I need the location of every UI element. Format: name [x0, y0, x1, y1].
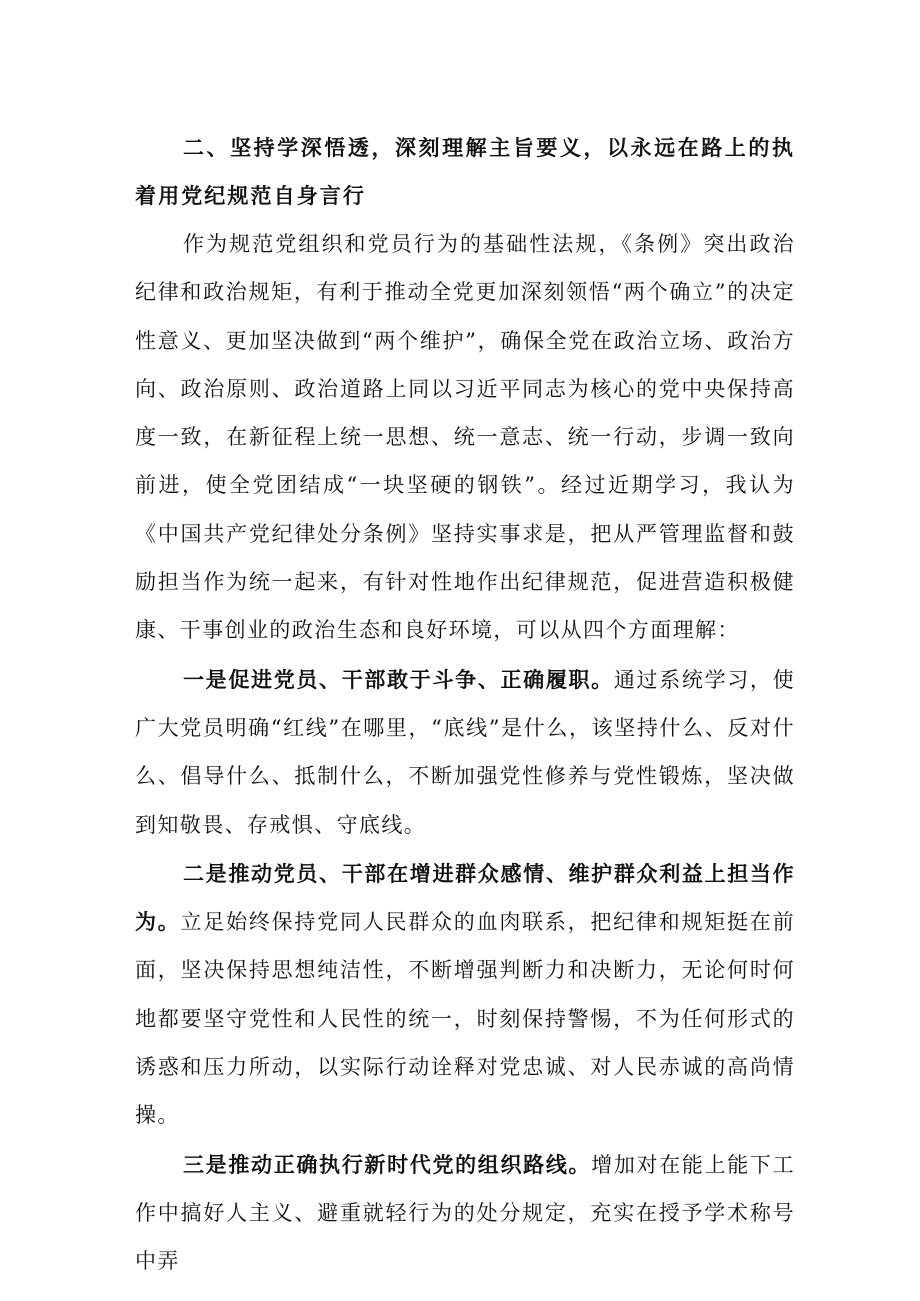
paragraph-text: 作为规范党组织和党员行为的基础性法规，《条例》突出政治纪律和政治规矩，有利于推动全党更加深刻领悟“两个确立”的决定性意义、更加坚决做到“两个维护”，确保全党在政治立场、政治方向、政治原则、政治道路上同以习近平同志为核心的党中央保持高度一致，在新征程上统一思想、统一意志、统一行动，步调一致向前进，使全党团结成“一块坚硬的钢铁”。经过近期学习，我认为《中国共产党纪律处分条例》坚持实事求是，把从严管理监督和鼓励担当作为统一起来，有针对性地作出纪律规范，促进营造积极健康、干事创业的政治生态和良好环境，可以从四个方面理解：: [135, 232, 795, 643]
paragraph-text: 通过系统学习，使广大党员明确“红线”在哪里，“底线”是什么，该坚持什么、反对什么、倡导什么、抵制什么，不断加强党性修养与党性锻炼，坚决做到知敬畏、存戒惧、守底线。: [135, 667, 795, 837]
paragraph-intro: [135, 220, 795, 655]
paragraph-text: 立足始终保持党同人民群众的血肉联系，把纪律和规矩挺在前面，坚决保持思想纯洁性，不断增强判断力和决断力，无论何时何地都要坚守党性和人民性的统一，时刻保持警惕，不为任何形式的诱惑和压力所动，以实际行动诠释对党忠诚、对人民赤诚的高尚情操。: [135, 910, 795, 1128]
document-body: [135, 124, 795, 1286]
paragraph-text: 增加对在能上能下工作中搞好人主义、避重就轻行为的处分规定，充实在授予学术称号中弄: [135, 1152, 795, 1274]
paragraph-lead: 二是推动党员、干部在增进群众感情、维护群众利益上担当作为。: [135, 860, 795, 935]
paragraph-point-two: [135, 850, 795, 1140]
section-heading: 二、坚持学深悟透，深刻理解主旨要义，以永远在路上的执着用党纪规范自身言行: [135, 135, 795, 208]
paragraph-lead: 三是推动正确执行新时代党的组织路线。: [183, 1151, 592, 1177]
paragraph-point-one: [135, 656, 795, 849]
paragraph-lead: 一是促进党员、干部敢于斗争、正确履职。: [183, 666, 614, 692]
paragraph-point-three: [135, 1141, 795, 1286]
